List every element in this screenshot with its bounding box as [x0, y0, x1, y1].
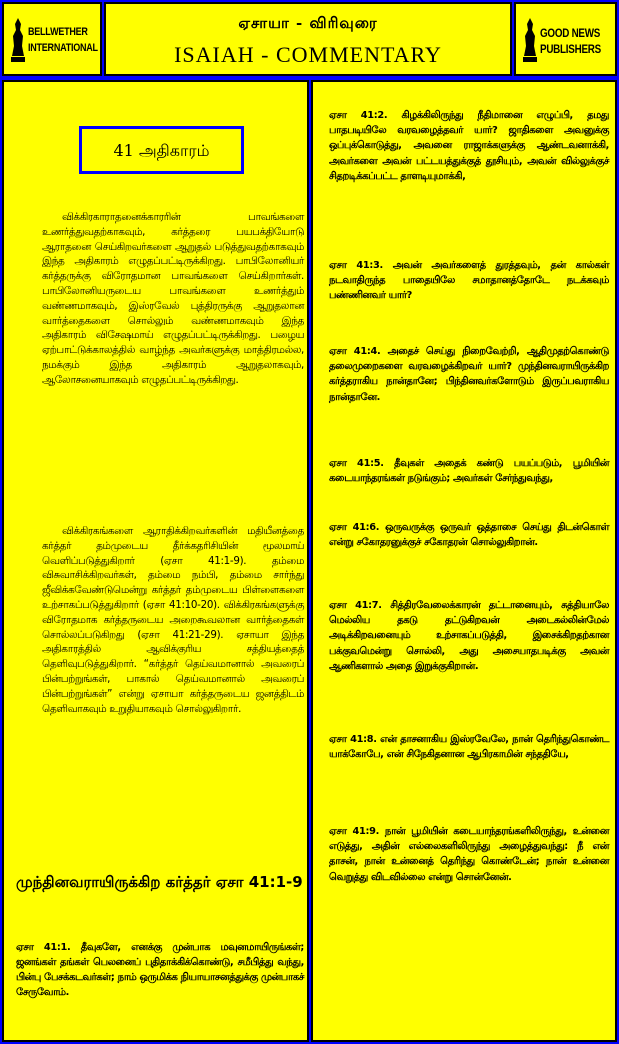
- title-english: ISAIAH - COMMENTARY: [174, 42, 442, 67]
- verse-41-8: ஏசா 41:8. என் தாசனாகிய இஸ்ரவேலே, நான் தெரிந்துகொண்ட யாக்கோபே, என் சிநேகிதனான ஆபிரகாமின் சந்ததியே,: [329, 734, 609, 761]
- verse-41-2: ஏசா 41:2. கிழக்கிலிருந்து நீதிமானை எழுப்பி, தமது பாதபடியிலே வரவழைத்தவர் யார்? ஜாதிகளை அவனுக்கு ஒப்புக்கொடுத்து, அவனை ராஜாக்களுக்கு ஆண்டவனாக்கி, அவர்களை அவன் பட்டயத்துக்குத் தூசியும், அவன் வில்லுக்குச் சிதறடிக்கப்பட்ட தாளடியுமாக்கி,: [329, 110, 609, 182]
- verse-41-6: ஏசா 41:6. ஒருவருக்கு ஒருவர் ஒத்தாசை செய்து திடன்கொள் என்று சகோதரனுக்குச் சகோதரன் சொல்லுகிறான்.: [329, 522, 609, 549]
- good-news-logo-icon: [522, 16, 538, 64]
- verse-41-3: ஏசா 41:3. அவன் அவர்களைத் துரத்தவும், தன் கால்கள் நடவாதிருந்த பாதையிலே சமாதானத்தோடே நடக்கவும் பண்ணினவர் யார்?: [329, 260, 609, 302]
- good-news-logo-box: [514, 2, 617, 76]
- verse-41-1: ஏசா 41:1. தீவுகளே, எனக்கு முன்பாக மவுனமாயிருங்கள்; ஜனங்கள் தங்கள் பெலனைப் புதிதாக்கிக்கொண்டு, சமீபித்து வந்து, பின்பு பேசக்கடவர்கள்; நாம் ஒருமிக்க நியாயாசனத்துக்கு முன்பாகச் சேருவோம்.: [16, 942, 304, 998]
- title-tamil: ஏசாயா - விரிவுரை: [238, 14, 378, 32]
- intro-paragraph-2-text: விக்கிரகங்களை ஆராதிக்கிறவர்களின் மதியீனத்தை கர்த்தர் தம்முடைய தீர்க்கதரிசியின் மூலமாய் வெளிப்படுத்துகிறார் (ஏசா 41:1-9). தம்மை விசுவாசிக்கிறவர்கள், தம்மை நம்பி, தம்மை சார்ந்து ஜீவிக்கவேண்டுமென்று கர்த்தர் தம்முடைய பிள்ளைகளை உற்சாகப்படுத்துகிறார் (ஏசா 41:10-20). விக்கிரகங்களுக்கு விரோதமாக கர்த்தருடைய அறைகூவலான வார்த்தைகள் சொல்லப்படுகிறது (ஏசா 41:21-29). ஏசாயா இந்த அதிகாரத்தில் ஆவிக்குரிய சத்தியத்தைத் தெளிவுபடுத்துகிறார். “கர்த்தர் தெய்வமானால் அவரைப் பின்பற்றுங்கள், பாகால் தெய்வமானால் அவரைப் பின்பற்றுங்கள்” என்று ஏசாயா கர்த்தருடைய ஜனத்திடம் தெளிவாகவும் உறுதியாகவும் சொல்லுகிறார்.: [42, 525, 304, 715]
- good-news-logo-line1: GOOD NEWS: [540, 26, 601, 40]
- bellwether-logo-line1: BELLWETHER: [28, 26, 88, 38]
- intro-paragraph-1: [42, 210, 304, 388]
- verse-41-7: ஏசா 41:7. சித்திரவேலைக்காரன் தட்டானையும், சுத்தியாலே மெல்லிய தகடு தட்டுகிறவன் அடைகல்லின்மேல் அடிக்கிறவனையும் உற்சாகப்படுத்தி, இசைக்கிறதற்கான பக்குவமென்று சொல்லி, அது அசையாதபடிக்கு அவன் ஆணிகளால் அதை இறுக்குகிறான்.: [329, 600, 609, 672]
- good-news-logo-line2: PUBLISHERS: [540, 42, 601, 56]
- bellwether-logo-box: [2, 2, 102, 76]
- section-subheading: முந்தினவராயிருக்கிற கர்த்தர் ஏசா 41:1-9: [16, 873, 303, 891]
- verse-41-5: ஏசா 41:5. தீவுகள் அதைக் கண்டு பயப்படும், பூமியின் கடையாந்தரங்கள் நடுங்கும்; அவர்கள் சேர்ந்துவந்து,: [329, 458, 609, 485]
- good-news-logo: [516, 12, 612, 70]
- chapter-heading: 41 அதிகாரம்: [79, 126, 244, 174]
- bellwether-logo-icon: [10, 16, 26, 64]
- bellwether-logo-line2: INTERNATIONAL: [28, 42, 98, 54]
- right-column: [311, 80, 617, 1042]
- bellwether-logo: [4, 12, 100, 70]
- verse-41-9: ஏசா 41:9. நான் பூமியின் கடையாந்தரங்களிலிருந்து, உன்னை எடுத்து, அதின் எல்லைகளிலிருந்து அழைத்துவந்து: நீ என் தாசன், நான் உன்னைத் தெரிந்து கொண்டேன்; நான் உன்னை வெறுத்து விடவில்லை என்று சொன்னேன்.: [329, 826, 609, 883]
- title-box: [104, 2, 512, 76]
- page-header: [0, 0, 619, 78]
- verse-41-4: ஏசா 41:4. அதைச் செய்து நிறைவேற்றி, ஆதிமுதற்கொண்டு தலைமுறைகளை வரவழைக்கிறவர் யார்? முந்தினவராயிருக்கிற கர்த்தராகிய நான்தானே; பிந்தினவர்களோடும் இருப்பவராகிய நான்தானே.: [329, 346, 609, 403]
- left-column: [2, 80, 309, 1042]
- intro-paragraph-1-text: விக்கிரகாராதனைக்காரரின் பாவங்களை உணர்த்துவதற்காகவும், கர்த்தரை பயபக்தியோடு ஆராதனை செய்கிறவர்களை ஆறுதல் படுத்துவதற்காகவும் இந்த அதிகாரம் எழுதப்பட்டிருக்கிறது. பாபிலோனியர் கர்த்தருக்கு விரோதமான பாவங்களை செய்கிறார்கள். பாபிலோனியருடைய பாவங்களை உணர்த்தும் வண்ணமாகவும், இஸ்ரவேல் புத்திரருக்கு ஆறுதலான வார்த்தைகளை சொல்லும் வண்ணமாகவும் இந்த அதிகாரம் விசேஷமாய் எழுதப்பட்டிருக்கிறது. பழைய ஏற்பாட்டுக்காலத்தில் வாழ்ந்த அவர்களுக்கு மாத்திரமல்ல, நமக்கும் இந்த அதிகாரம் ஆறுதலாகவும், ஆலோசனையாகவும் எழுதப்பட்டிருக்கிறது.: [42, 211, 304, 386]
- intro-paragraph-2: [42, 524, 304, 716]
